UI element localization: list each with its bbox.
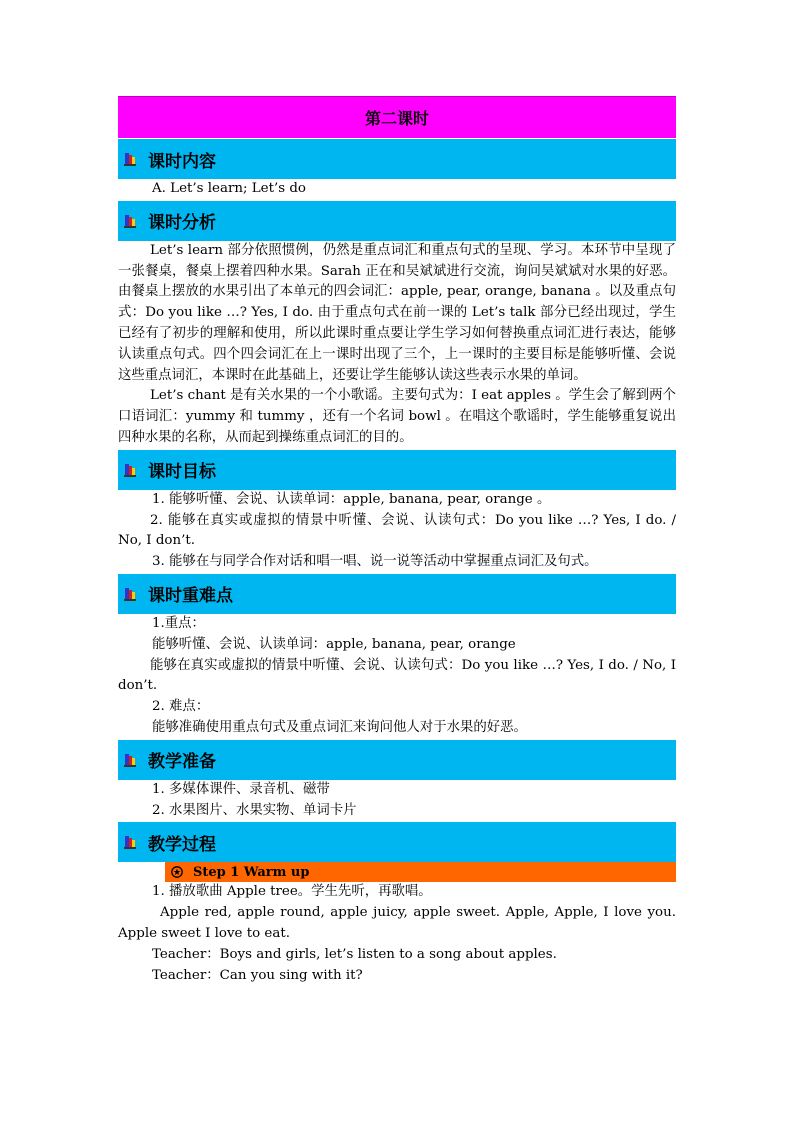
content-line: A. Let’s learn; Let’s do [152, 181, 306, 196]
section-heading-analysis [118, 201, 676, 241]
goal-item-1: 1. 能够听懂、会说、认读单词：apple, banana, pear, orange 。 [152, 491, 551, 507]
keypoint-line: 能够准确使用重点句式及重点词汇来询问他人对于水果的好恶。 [152, 719, 527, 735]
section-heading-text: 课时内容 [148, 151, 216, 172]
books-icon [123, 214, 137, 228]
keypoint-label-2: 2. 难点： [152, 699, 210, 715]
keypoint-label-1: 1.重点： [152, 615, 205, 631]
step-heading-text: Step 1 Warm up [193, 864, 310, 880]
section-heading-keypoints [118, 574, 676, 614]
lesson-column [118, 96, 676, 986]
prep-item-2: 2. 水果图片、水果实物、单词卡片 [152, 802, 357, 818]
process-line: 1. 播放歌曲 Apple tree。学生先听，再歌唱。 [152, 884, 432, 900]
section-heading-prep [118, 740, 676, 780]
goal-item-2: 2. 能够在真实或虚拟的情景中听懂、会说、认读句式：Do you like …? Yes, I do. / No, I don’t. [118, 512, 676, 549]
song-lyrics: Apple red, apple round, apple juicy, apple sweet. Apple, Apple, I love you. Apple sweet I love to eat. [118, 905, 676, 941]
books-icon [123, 587, 137, 601]
step-heading [165, 862, 676, 882]
teacher-line: Teacher：Boys and girls, let’s listen to a song about apples. [152, 946, 557, 962]
analysis-paragraph-2: Let’s chant 是有关水果的一个小歌谣。主要句式为：I eat apples 。学生会了解到两个口语词汇：yummy 和 tummy ，还有一个名词 bowl 。在唱这个歌谣时，学生能够重复说出四种水果的名称，从而起到操练重点词汇的目的。 [118, 388, 676, 445]
star-circle-icon [171, 866, 183, 878]
books-icon [123, 753, 137, 767]
prep-item-1: 1. 多媒体课件、录音机、磁带 [152, 781, 330, 797]
books-icon [123, 835, 137, 849]
section-heading-content [118, 139, 676, 179]
section-heading-text: 课时目标 [148, 462, 216, 483]
page-title-text: 第二课时 [364, 109, 429, 128]
section-heading-text: 课时重难点 [148, 586, 233, 607]
section-heading-text: 教学准备 [148, 752, 216, 773]
teacher-line: Teacher：Can you sing with it? [152, 967, 363, 983]
section-heading-text: 课时分析 [148, 213, 216, 234]
analysis-paragraph-1: Let’s learn 部分依照惯例，仍然是重点词汇和重点句式的呈现、学习。本环节中呈现了一张餐桌，餐桌上摆着四种水果。Sarah 正在和吴斌斌进行交流，询问吴斌斌对水果的好恶。由餐桌上摆放的水果引出了本单元的四会词汇：apple, pear, orange, banana 。以及重点句式：Do you like …? Yes, I do. 由于重点句式在前一课的 Let’s talk 部分已经出现过，学生已经有了初步的理解和使用，所以此课时重点要让学生学习如何替换重点词汇进行表达，能够认读重点句式。四个四会词汇在上一课时出现了三个，上一课时的主要目标是能够听懂、会说这些重点词汇，本课时在此基础上，还要让学生能够认读这些表示水果的单词。 [118, 242, 676, 383]
section-heading-goals [118, 450, 676, 490]
keypoint-line: 能够在真实或虚拟的情景中听懂、会说、认读句式：Do you like …? Yes, I do. / No, I don’t. [118, 657, 676, 694]
section-heading-text: 教学过程 [148, 834, 216, 855]
page-title [118, 96, 676, 138]
books-icon [123, 152, 137, 166]
goal-item-3: 3. 能够在与同学合作对话和唱一唱、说一说等活动中掌握重点词汇及句式。 [152, 554, 598, 570]
keypoint-line: 能够听懂、会说、认读单词：apple, banana, pear, orange [152, 636, 516, 652]
books-icon [123, 463, 137, 477]
section-heading-process [118, 822, 676, 862]
